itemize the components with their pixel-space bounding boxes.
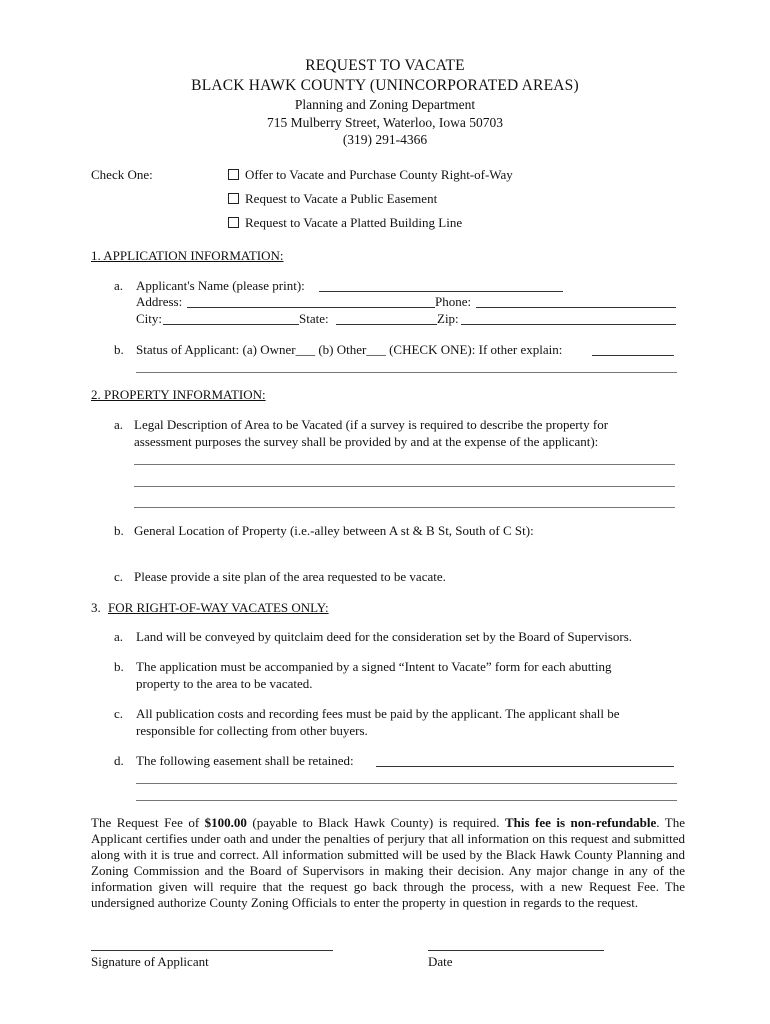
phone-label: Phone: (435, 294, 472, 309)
section3-c-marker: c. (114, 706, 124, 721)
city-field[interactable] (163, 324, 299, 325)
department-phone: (319) 291-4366 (342, 132, 428, 147)
fee-certification-paragraph: The Request Fee of $100.00 (payable to Black Hawk County) is required. This fee is non-refundable. The Applicant certifies under oath and under the penalties of perjury that all information on this request and submitted along with it is true and correct. All information submitted will be used by the Black Hawk County Planning and Zoning Commission and the Board of Supervisors in making their decision. Any major change in any of the information given will require that the request go back through the process, with a new Request Fee. The undersigned authorize County Zoning Officials to enter the property in question in regards to the request. (91, 815, 686, 910)
signature-field[interactable] (91, 950, 333, 951)
department-address: 715 Mulberry Street, Waterloo, Iowa 50703 (267, 115, 503, 130)
check-option-purchase-label: Offer to Vacate and Purchase County Right-of-Way (245, 167, 513, 182)
legal-description-field-1[interactable] (134, 464, 675, 465)
legal-description-field-3[interactable] (134, 507, 675, 508)
site-plan-text: Please provide a site plan of the area requested to be vacate. (134, 569, 446, 584)
legal-description-field-2[interactable] (134, 486, 675, 487)
easement-field-2[interactable] (136, 783, 677, 784)
checkbox-purchase[interactable] (228, 169, 239, 180)
checkbox-building-line[interactable] (228, 217, 239, 228)
general-location-text: General Location of Property (i.e.-alley between A st & B St, South of C St): (134, 523, 534, 538)
status-explain-field-2[interactable] (136, 372, 677, 373)
date-field[interactable] (428, 950, 604, 951)
section2-c-marker: c. (114, 569, 124, 584)
fee-amount: $100.00 (204, 815, 247, 830)
checkbox-easement[interactable] (228, 193, 239, 204)
city-label: City: (136, 311, 163, 326)
department-name: Planning and Zoning Department (294, 97, 476, 112)
state-field[interactable] (336, 324, 437, 325)
address-label: Address: (136, 294, 183, 309)
publication-costs-line1: All publication costs and recording fees must be paid by the applicant. The applicant shall be (136, 706, 620, 721)
publication-costs-line2: responsible for collecting from other buyers. (136, 723, 368, 738)
section3-title: FOR RIGHT-OF-WAY VACATES ONLY: (108, 600, 329, 615)
section3-d-marker: d. (114, 753, 124, 768)
non-refundable-notice: This fee is non-refundable (504, 815, 657, 830)
applicant-name-field[interactable] (319, 291, 563, 292)
section1-b-marker: b. (114, 342, 124, 357)
section2-title: 2. PROPERTY INFORMATION: (91, 387, 266, 402)
county-title: BLACK HAWK COUNTY (UNINCORPORATED AREAS) (191, 77, 579, 94)
section3-a-marker: a. (114, 629, 124, 644)
check-option-building-line-label: Request to Vacate a Platted Building Line (245, 215, 463, 230)
form-title: REQUEST TO VACATE (305, 57, 465, 74)
section1-title: 1. APPLICATION INFORMATION: (91, 248, 284, 263)
easement-field-3[interactable] (136, 800, 677, 801)
date-label: Date (428, 954, 453, 969)
section3-number: 3. (91, 600, 101, 615)
section1-a-marker: a. (114, 278, 124, 293)
section2-b-marker: b. (114, 523, 124, 538)
intent-to-vacate-line1: The application must be accompanied by a signed “Intent to Vacate” form for each abutting (136, 659, 612, 674)
check-option-easement-row[interactable] (228, 191, 437, 207)
legal-description-line2: assessment purposes the survey shall be provided by and at the expense of the applicant): (134, 434, 599, 449)
applicant-status-text: Status of Applicant: (a) Owner___ (b) Other___ (CHECK ONE): If other explain: (136, 342, 563, 357)
zip-field[interactable] (461, 324, 676, 325)
signature-label: Signature of Applicant (91, 954, 209, 969)
applicant-name-label: Applicant's Name (please print): (136, 278, 305, 293)
easement-field-1[interactable] (376, 766, 674, 767)
phone-field[interactable] (476, 307, 676, 308)
check-one-label: Check One: (91, 167, 153, 182)
check-option-building-line-row[interactable] (228, 215, 462, 231)
status-explain-field[interactable] (592, 355, 674, 356)
state-label: State: (299, 311, 329, 326)
check-option-purchase-row[interactable] (228, 167, 513, 183)
check-option-easement-label: Request to Vacate a Public Easement (245, 191, 438, 206)
section2-a-marker: a. (114, 417, 124, 432)
quitclaim-text: Land will be conveyed by quitclaim deed for the consideration set by the Board of Supervisors. (136, 629, 633, 644)
easement-retained-text: The following easement shall be retained: (136, 753, 354, 768)
legal-description-line1: Legal Description of Area to be Vacated (if a survey is required to describe the property for (134, 417, 609, 432)
section3-b-marker: b. (114, 659, 124, 674)
zip-label: Zip: (437, 311, 459, 326)
address-field[interactable] (187, 307, 435, 308)
intent-to-vacate-line2: property to the area to be vacated. (136, 676, 313, 691)
